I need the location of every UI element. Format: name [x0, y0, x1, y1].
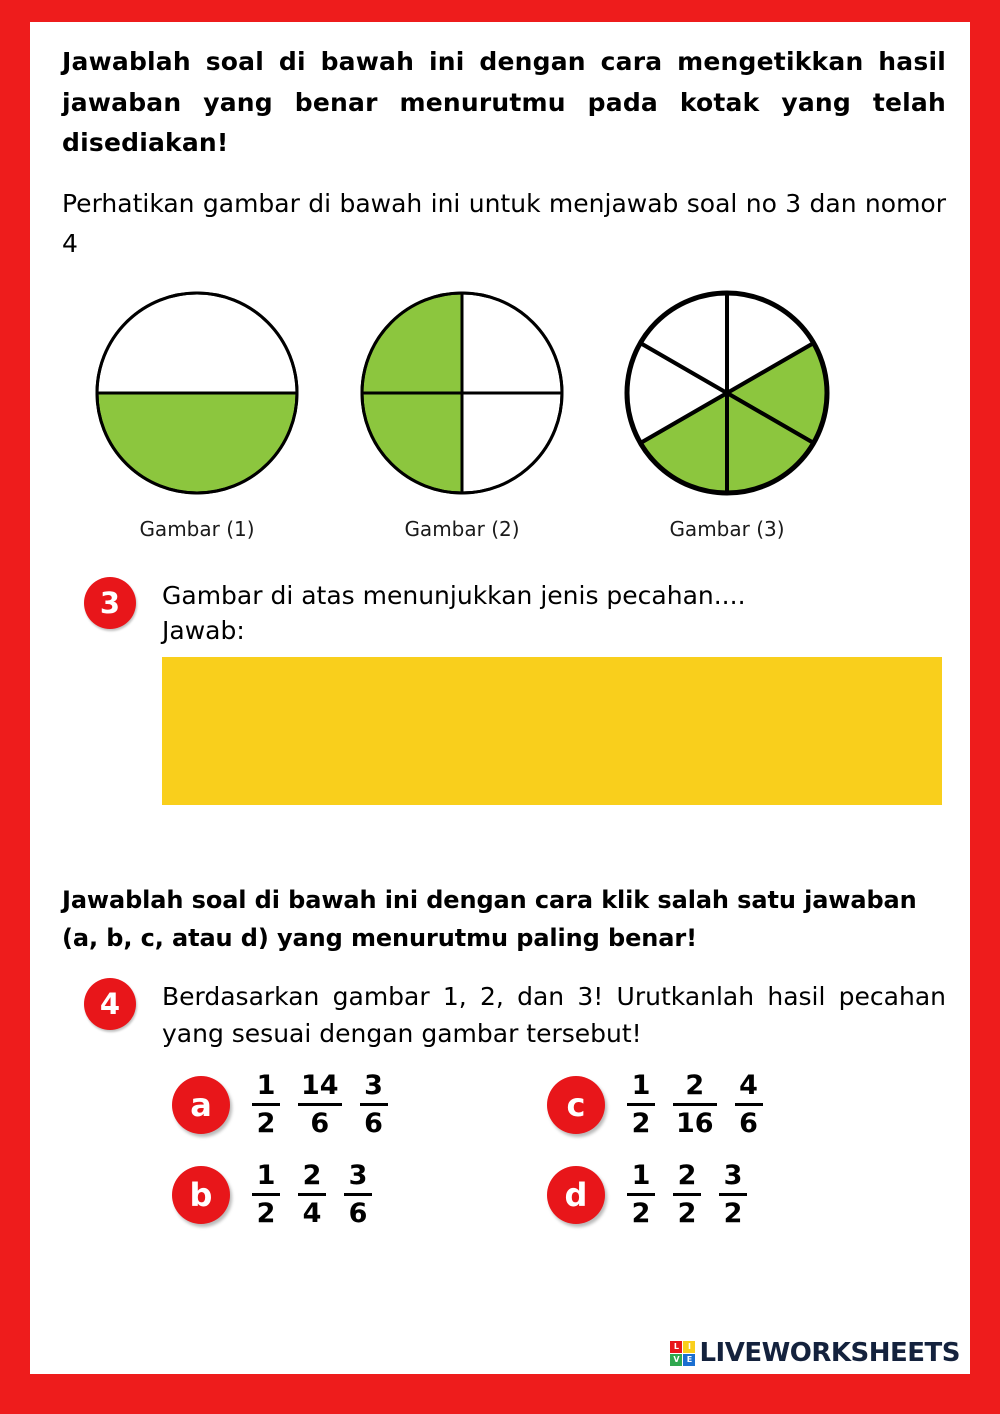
fraction-bar — [673, 1193, 701, 1196]
fraction — [298, 1071, 342, 1139]
option-c-badge[interactable]: c — [547, 1076, 605, 1134]
fraction-bar — [252, 1103, 280, 1106]
fraction-denominator: 16 — [676, 1108, 714, 1140]
liveworksheets-logo[interactable] — [670, 1338, 960, 1368]
question-4-text: Berdasarkan gambar 1, 2, dan 3! Urutkanlah hasil pecahan yang sesuai dengan gambar tersebut! — [162, 981, 946, 1049]
figure-2-caption: Gambar (2) — [404, 516, 520, 541]
mark-letter-e: E — [683, 1354, 695, 1366]
fraction-denominator: 6 — [348, 1198, 368, 1230]
fraction — [673, 1161, 701, 1229]
question-3-answer-label: Jawab: — [162, 616, 245, 645]
fraction — [627, 1161, 655, 1229]
option-d-badge[interactable]: d — [547, 1166, 605, 1224]
question-3 — [62, 577, 946, 810]
fraction-denominator: 6 — [364, 1108, 383, 1140]
fraction-numerator: 3 — [348, 1159, 368, 1191]
fraction-bar — [627, 1103, 655, 1106]
fraction-numerator: 2 — [685, 1069, 705, 1101]
figure-1 — [82, 289, 312, 541]
option-b-badge[interactable]: b — [172, 1166, 230, 1224]
fraction — [627, 1071, 655, 1139]
fraction-numerator: 1 — [631, 1069, 651, 1101]
fraction-bar — [673, 1103, 717, 1106]
fraction — [735, 1071, 763, 1139]
question-4 — [62, 978, 946, 1251]
fraction — [360, 1071, 388, 1139]
option-d-fractions — [627, 1161, 765, 1229]
fraction-numerator: 3 — [364, 1069, 383, 1101]
fraction-denominator: 2 — [723, 1198, 743, 1230]
fraction-bar — [252, 1193, 280, 1196]
liveworksheets-brand-text: LIVEWORKSHEETS — [699, 1338, 960, 1368]
fraction-bar — [298, 1103, 342, 1106]
fraction-bar — [627, 1193, 655, 1196]
fraction-numerator: 2 — [302, 1159, 322, 1191]
figure-2 — [347, 289, 577, 541]
fraction-bar — [735, 1103, 763, 1106]
fraction-bar — [344, 1193, 372, 1196]
pie-quarters-icon — [352, 289, 572, 501]
fraction-numerator: 1 — [256, 1069, 276, 1101]
fraction-numerator: 1 — [631, 1159, 651, 1191]
fraction-denominator: 4 — [302, 1198, 322, 1230]
option-a-badge[interactable]: a — [172, 1076, 230, 1134]
mark-letter-i: I — [683, 1341, 695, 1353]
fraction-denominator: 2 — [631, 1198, 651, 1230]
option-a[interactable] — [172, 1071, 406, 1139]
option-c[interactable] — [547, 1071, 781, 1139]
fraction-denominator: 2 — [256, 1198, 276, 1230]
worksheet-sheet — [30, 22, 970, 1374]
fraction-numerator: 2 — [677, 1159, 697, 1191]
fraction — [252, 1071, 280, 1139]
fraction-bar — [298, 1193, 326, 1196]
instruction-primary: Jawablah soal di bawah ini dengan cara mengetikkan hasil jawaban yang benar menurutmu pada kotak yang telah disediakan! — [62, 47, 946, 157]
fraction-denominator: 2 — [631, 1108, 651, 1140]
figure-3-caption: Gambar (3) — [669, 516, 785, 541]
figures-group — [62, 289, 946, 559]
worksheet-content — [62, 42, 946, 1251]
fraction-denominator: 6 — [739, 1108, 758, 1140]
option-b-fractions — [252, 1161, 390, 1229]
fraction-bar — [719, 1193, 747, 1196]
fraction-bar — [360, 1103, 388, 1106]
mark-letter-v: V — [670, 1354, 682, 1366]
fraction-numerator: 4 — [739, 1069, 758, 1101]
intro-text: Perhatikan gambar di bawah ini untuk menjawab soal no 3 dan nomor 4 — [62, 188, 946, 258]
fraction — [673, 1071, 717, 1139]
fraction — [344, 1161, 372, 1229]
pie-sixths-icon — [617, 289, 837, 501]
mark-letter-l: L — [670, 1341, 682, 1353]
fraction-numerator: 14 — [301, 1069, 339, 1101]
figure-3 — [612, 289, 842, 541]
liveworksheets-mark-icon — [670, 1341, 695, 1366]
fraction-denominator: 2 — [677, 1198, 697, 1230]
option-c-fractions — [627, 1071, 781, 1139]
instruction-secondary: Jawablah soal di bawah ini dengan cara klik salah satu jawaban (a, b, c, atau d) yang menurutmu paling benar! — [62, 886, 917, 953]
question-4-number: 4 — [84, 978, 136, 1030]
option-d[interactable] — [547, 1161, 765, 1229]
fraction — [719, 1161, 747, 1229]
figure-1-caption: Gambar (1) — [139, 516, 255, 541]
fraction-denominator: 2 — [256, 1108, 276, 1140]
option-b[interactable] — [172, 1161, 390, 1229]
fraction-numerator: 1 — [256, 1159, 276, 1191]
question-3-number: 3 — [84, 577, 136, 629]
question-3-answer-input[interactable] — [162, 657, 942, 805]
option-a-fractions — [252, 1071, 406, 1139]
question-4-options — [172, 1071, 952, 1251]
fraction — [298, 1161, 326, 1229]
fraction-numerator: 3 — [723, 1159, 743, 1191]
fraction-denominator: 6 — [310, 1108, 330, 1140]
question-3-text: Gambar di atas menunjukkan jenis pecahan.... — [162, 580, 746, 610]
fraction — [252, 1161, 280, 1229]
pie-half-icon — [87, 289, 307, 501]
